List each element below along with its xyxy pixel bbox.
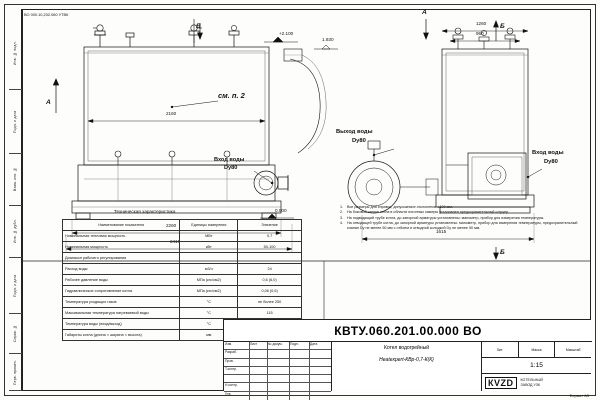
table-row (224, 342, 331, 350)
rev-cell (310, 367, 331, 374)
rev-cell (250, 383, 268, 390)
water-inlet-dn-front: Dу80 (224, 165, 238, 171)
note-item (340, 205, 588, 210)
spec-value (238, 253, 302, 264)
note-number: 2. (340, 210, 344, 215)
note-number: 4. (340, 221, 344, 226)
rev-cell (310, 383, 331, 390)
table-row (224, 383, 331, 391)
company-mark: КVZD (485, 377, 517, 389)
rev-cell (268, 359, 290, 366)
rev-cell (310, 392, 331, 400)
note-item (340, 216, 588, 221)
water-outlet-dn: Dу80 (352, 138, 366, 144)
table-row (63, 242, 302, 253)
spec-unit: МПа (кгс/см2) (180, 286, 238, 297)
spec-unit: °C (180, 297, 238, 308)
spec-name: Рабочее давление воды (63, 275, 180, 286)
rev-cell: Подп. (290, 342, 310, 349)
rev-cell (250, 392, 268, 400)
table-row (224, 359, 331, 367)
dim-2160: 2160 (166, 111, 177, 116)
title-line-2: Heatexpert-КВр-0,7-К(К) (379, 357, 434, 363)
company-name (521, 378, 544, 387)
spec-value: 0,06 (0,6) (238, 286, 302, 297)
rev-cell (290, 350, 310, 357)
spec-name: Температура уходящих газов (63, 297, 180, 308)
drawing-code: КВТУ.060.201.00.000 ВО (224, 320, 592, 342)
rev-cell: Пров. (224, 359, 250, 366)
table-row (224, 367, 331, 375)
strip-cell: Подп. и дата (9, 90, 22, 154)
rev-cell (290, 383, 310, 390)
note-text: На подводящий трубе котла, до запорной арматуры установлены: манометр, прибор для измерения температуры. (347, 215, 545, 220)
rev-cell (310, 359, 331, 366)
dim-2415: 2415 (170, 239, 181, 244)
rev-cell (250, 350, 268, 357)
table-row (63, 308, 302, 319)
spec-value: 0,7 (238, 231, 302, 242)
section-mark-b-side-top: Б (500, 23, 505, 30)
spec-name: Габариты котла (длина × ширина × высота) (63, 330, 180, 341)
rev-cell: Дата (310, 342, 318, 346)
lit-cell: Лит. (482, 342, 519, 357)
table-row (63, 286, 302, 297)
spec-header-cell: Единицы измерения (180, 220, 238, 231)
spec-unit: кВт (180, 242, 238, 253)
section-mark-a-left: А (46, 99, 51, 106)
rev-cell (250, 359, 268, 366)
spec-value: 50-100 (238, 242, 302, 253)
rev-cell (290, 392, 310, 400)
title-line-1: Котел водогрейный (383, 345, 430, 351)
spec-value: 24 (238, 264, 302, 275)
strip-cell: Справ. № (9, 314, 22, 354)
table-row (224, 375, 331, 383)
spec-unit: °C (180, 319, 238, 330)
rev-cell: № докум. (268, 342, 290, 349)
rev-cell (290, 375, 310, 382)
note-ref-label: см. п. 2 (218, 91, 245, 100)
water-outlet-label: Выход воды (336, 129, 373, 135)
dim-2260: 2260 (166, 223, 177, 228)
rev-cell (250, 367, 268, 374)
note-number: 3. (340, 215, 344, 220)
note-item (340, 210, 588, 215)
lit-mass-scale-header (482, 342, 591, 358)
spec-name: Расход воды (63, 264, 180, 275)
spec-value: не более 250 (238, 297, 302, 308)
rev-cell (310, 375, 331, 382)
dim-960: 960 (476, 31, 484, 36)
spec-value: 0,6 (6,0) (238, 275, 302, 286)
strip-cell: Взам. инв. № (9, 154, 22, 206)
rev-cell (250, 375, 268, 382)
spec-name: Температура воды (вход/выход) (63, 319, 180, 330)
rev-cell (268, 367, 290, 374)
spec-name: Номинальная тепловая мощность (63, 231, 180, 242)
table-row (63, 297, 302, 308)
scale-value: 1:15 (482, 358, 591, 374)
note-text: Все размеры для справок, допускаемое отклонение ±100 мм. (347, 205, 453, 209)
water-inlet-dn-side: Dу80 (544, 159, 558, 165)
spec-name: Диапазон рабочего регулирования (63, 253, 180, 264)
revision-table (224, 342, 332, 396)
sheet-code-label: ВО 000.10,202.060 УТВК (24, 12, 69, 17)
rev-cell: Утв. (224, 392, 250, 400)
section-mark-a-right: А (422, 9, 427, 16)
dim-1615: 1615 (436, 229, 447, 234)
table-row (63, 264, 302, 275)
rev-cell: Разраб. (224, 350, 250, 357)
rev-cell: Лист (250, 342, 268, 349)
table-row (224, 392, 331, 400)
gost-left-strip (9, 9, 22, 391)
spec-name: Номинальная мощность (63, 242, 180, 253)
spec-unit: мм (180, 330, 238, 341)
note-number: 1. (340, 205, 344, 209)
note-text: На отводящей трубе котла, до запорной арматуры установлены: манометр, прибор для измерения температуры, предохранительный клапан Dу не менее 50 мм с отбоем и отводной колодкой Dу не менее 50 мм. (347, 221, 578, 231)
scale-header-cell: Масштаб (565, 347, 581, 352)
rev-cell (290, 359, 310, 366)
elevation-0000: 0.000 (275, 208, 287, 213)
water-inlet-label-side: Вход воды (532, 150, 564, 156)
table-row (63, 253, 302, 264)
elevation-2100: +2.100 (279, 31, 294, 36)
spec-value: 115 (238, 308, 302, 319)
dim-1260: 1260 (476, 21, 487, 26)
spec-header-cell: Наименование показателя (63, 220, 180, 231)
table-row (63, 275, 302, 286)
spec-unit: МПа (кгс/см2) (180, 275, 238, 286)
rev-cell (224, 375, 250, 382)
elevation-1930: 1.930 (322, 37, 334, 42)
spec-header-row (63, 220, 302, 231)
spec-name: Гидравлическое сопротивление котла (63, 286, 180, 297)
rev-cell: Изм. (224, 342, 250, 349)
spec-unit (180, 253, 238, 264)
strip-cell: Инв. № дубл. (9, 206, 22, 258)
company-line-2: ЗАВОД УЗК (520, 382, 540, 387)
water-inlet-label-front: Вход воды (214, 157, 245, 163)
strip-cell: Подп. и дата (9, 258, 22, 314)
rev-cell (268, 375, 290, 382)
spec-unit: °C (180, 308, 238, 319)
drawing-area (22, 9, 591, 398)
table-row (63, 231, 302, 242)
rev-cell (268, 350, 290, 357)
section-mark-b-side-bottom: Б (500, 249, 505, 256)
rev-cell (310, 350, 331, 357)
strip-cell: Перв. примен. (9, 354, 22, 391)
table-row (224, 350, 331, 358)
mass-cell: Масса (519, 342, 556, 357)
rev-cell: Т.контр. (224, 367, 250, 374)
rev-cell (268, 392, 290, 400)
spec-title: Техническая характеристика (114, 209, 176, 214)
notes-block (340, 205, 588, 232)
sheet-format-label: Формат A3 (569, 393, 589, 398)
section-mark-b-top: В (196, 23, 201, 30)
rev-cell (268, 383, 290, 390)
strip-cell: Инв. № подл. (9, 18, 22, 90)
rev-cell: Н.контр. (224, 383, 250, 390)
drawing-title (332, 342, 482, 391)
spec-unit: м3/ч (180, 264, 238, 275)
company-line-1: КОТЕЛЬНЫЙ (520, 378, 544, 383)
note-item (340, 221, 588, 231)
note-text: На боковой стенке котла в области погонных камеры установлен предохранительный штуцер. (347, 210, 510, 215)
rev-cell (290, 367, 310, 374)
spec-unit: МВт (180, 231, 238, 242)
company-logo (482, 375, 591, 391)
stamp-right-column (482, 342, 591, 391)
spec-name: Максимальная температура нагреваемой воды (63, 308, 180, 319)
spec-header-cell: Значение (238, 220, 302, 231)
